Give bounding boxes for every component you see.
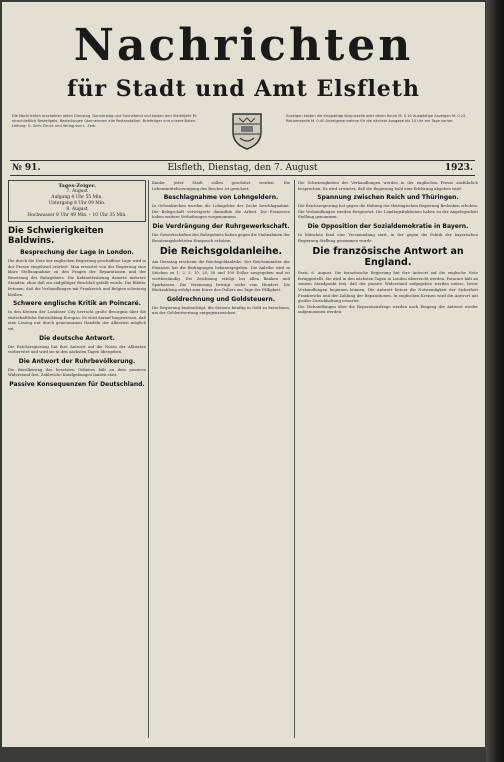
subheading: Passive Konsequenzen für Deutschland.	[9, 380, 145, 388]
subheading: Schwere englische Kritik an Poincaré.	[12, 300, 142, 308]
place-date: Elsfleth, Dienstag, den 7. August	[167, 163, 318, 173]
daily-info-box	[8, 180, 146, 222]
subheading: Goldrechnung und Goldsteuern.	[166, 295, 276, 303]
daily-info-line: 7. August	[66, 189, 88, 194]
lead-headline: Die Schwierigkeiten Baldwins.	[8, 226, 104, 246]
article-text: Die Gewerkschaften des Ruhrgebiets haben gegen die Maßnahmen der Besatzungsbehörden Einspruch erhoben.	[152, 231, 290, 243]
masthead	[2, 2, 485, 154]
newspaper-page	[2, 2, 485, 747]
article-headline: Die Reichsgoldanleihe.	[159, 246, 283, 258]
column-3	[298, 180, 478, 740]
daily-info-line: Untergang 8 Uhr 09 Min.	[48, 201, 106, 206]
article-text: Am Dienstag erscheint die Reichsgoldanleihe. Der Reichsminister der Finanzen hat die Bedingungen bekanntgegeben. Die Anleihe wird in Stücken zu 1, 2, 5, 10, 20, 50 und 100 Dollar ausgegeben und ist wertbeständig. Die Zeichnung erfolgt bei allen Banken und Sparkassen. Die Verzinsung beträgt sechs vom Hundert. Die Rückzahlung erfolgt zum Kurse des Dollars am Tage der Fälligkeit.	[152, 259, 290, 293]
article-text: Die Reichsregierung hat ihre Antwort auf die Noten der Alliierten vorbereitet und wird sie in den nächsten Tagen übergeben.	[8, 343, 146, 355]
issue-number: № 91.	[12, 163, 41, 173]
daily-info-line: Aufgang 4 Uhr 55 Min.	[51, 195, 103, 200]
book-binding	[486, 0, 504, 762]
article-text: In München fand eine Versammlung statt, in der gegen die Politik der bayerischen Regierung Stellung genommen wurde.	[298, 231, 478, 243]
subheading: Die deutsche Antwort.	[39, 334, 115, 342]
column-2	[152, 180, 290, 740]
subheading: Die Antwort der Ruhrbevölkerung.	[18, 357, 136, 365]
article-text: Die Reichsregierung hat gegen die Haltung der thüringischen Regierung Bedenken erhoben. Die Verhandlungen werden fortgesetzt. Die Landtagsfraktionen haben zu der Angelegenheit Stellung genommen.	[298, 203, 478, 220]
article-text: Die Regierung beabsichtigt, die Steuern künftig in Gold zu berechnen, um der Geldentwertung entgegenzuwirken.	[152, 304, 290, 316]
daily-info-line: Hochwasser 8 Uhr 49 Min. – 10 Uhr 35 Min.	[27, 213, 127, 218]
advertising-info: Anzeigen kosten die einspaltige Korpuszeile oder deren Raum M. 0.10 Auswärtige Anzeigen M. 0.15, Reklamezeile M. 0.40 Anzeigenannahme für die nächste Ausgabe bis 10 Uhr am Tage vorher.	[286, 114, 467, 123]
daily-info-title: Tages-Zeiger.	[58, 183, 96, 189]
subheading: Die Verdrängung der Ruhrgewerkschaft.	[152, 222, 290, 230]
subheading: Beschlagnahme von Lohngeldern.	[163, 194, 279, 202]
article-text: In den Kreisen der Londoner City herrscht große Besorgnis über die wirtschaftliche Entwicklung Europas. Es wird darauf hingewiesen, daß eine Lösung nur durch gemeinsames Handeln der Alliierten möglich sei.	[8, 309, 146, 331]
article-text: Die durch die Note der englischen Regierung geschaffene Lage wird in der Presse eingehend erörtert. Man erwartet von der Regierung eine klare Stellungnahme zu den Fragen der Reparationen und der Besetzung des Ruhrgebiets. Die Kabinettssitzung dauerte mehrere Stunden, ohne daß ein endgültiger Beschluß gefaßt wurde. Die Blätter betonen, daß die Verhandlungen mit Frankreich und Belgien schwierig bleiben.	[8, 258, 146, 297]
newspaper-subtitle: für Stadt und Amt Elsfleth	[67, 76, 420, 102]
subheading: Spannung zwischen Reich und Thüringen.	[317, 194, 459, 202]
daily-info-line: 8. August	[66, 207, 88, 212]
article-text: In Gelsenkirchen wurden die Lohngelder der Zeche beschlagnahmt. Die Belegschaft verweigerte daraufhin die Arbeit. Die Franzosen haben weitere Verhaftungen vorgenommen.	[152, 203, 290, 220]
article-text: Die Schwierigkeiten der Verhandlungen werden in der englischen Presse ausführlich besprochen. Es wird erwartet, daß die Regierung bald eine Erklärung abgeben wird.	[298, 180, 478, 191]
article-text: Die Verhandlungen über die Reparationsfrage werden nach Eingang der Antwort wieder aufgenommen werden.	[298, 303, 478, 315]
column-divider	[294, 180, 295, 738]
dateline	[10, 160, 475, 176]
subheading: Besprechung der Lage in London.	[20, 249, 134, 256]
subheading: Die Opposition der Sozialdemokratie in Bayern.	[307, 222, 469, 230]
coat-of-arms-icon	[231, 112, 263, 150]
article-text: Die Bevölkerung des besetzten Gebietes hält an dem passiven Widerstand fest. Zahlreiche Kundgebungen fanden statt.	[8, 366, 146, 378]
article-headline: Die französische Antwort an England.	[312, 246, 464, 269]
subscription-info: Die Nachrichten erscheinen jeden Dienstag, Donnerstag und Sonnabend und kosten den Vierteljahr M. einschließlich Bestellgeld. Bestellungen übernehmen alle Postanstalten, Briefträger und unsere Boten. Leitung: G. Zeih. Druck und Verlag von L. Zeih.	[12, 114, 197, 128]
article-text: Paris, 6. August. Die französische Regierung hat ihre Antwort auf die englische Note fertiggestellt. Sie wird in den nächsten Tagen in London überreicht werden. Poincaré hält an seinem Standpunkt fest, daß der passive Widerstand aufgegeben werden müsse, bevor Verhandlungen beginnen können. Die Antwort betont die Notwendigkeit der Sicherheit Frankreichs und der Zahlung der Reparationen. In englischen Kreisen wird die Antwort mit großer Zurückhaltung erwartet.	[298, 270, 478, 304]
issue-year: 1923.	[444, 163, 473, 173]
column-divider	[148, 180, 149, 738]
column-1	[8, 180, 146, 740]
article-text: Kinder jeder Stadt sollen geschützt werden. Die Lebensmittelversorgung des Reiches ist gesichert.	[152, 180, 290, 191]
newspaper-title: Nachrichten	[73, 20, 414, 71]
